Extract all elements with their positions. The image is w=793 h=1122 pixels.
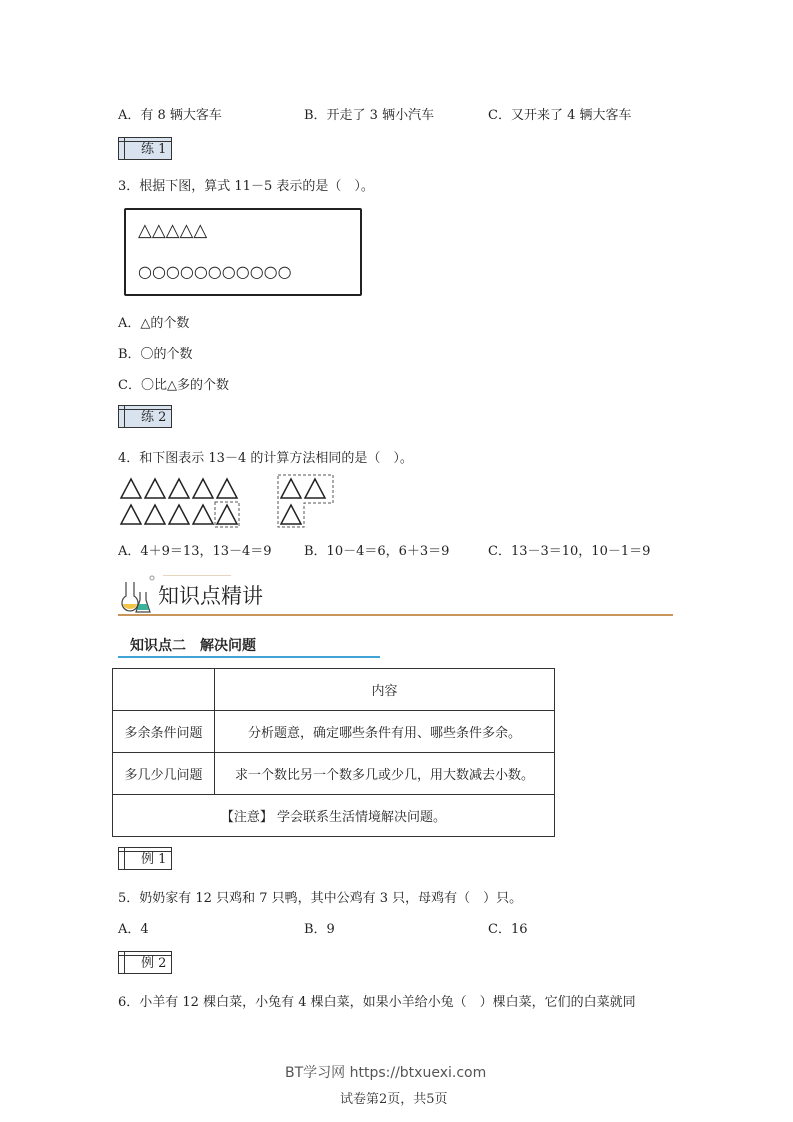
row-name: 多几少几问题 (113, 753, 215, 795)
subtitle-underline (118, 656, 380, 658)
q3-diagram (124, 208, 362, 296)
row-content: 求一个数比另一个数多几或少几，用大数减去小数。 (215, 753, 555, 795)
tag-label: 练 2 (141, 410, 167, 425)
tag-label: 例 2 (141, 956, 167, 971)
q2-option-c: C．又开来了 4 辆大客车 (488, 108, 632, 123)
q2-option-a: A．有 8 辆大客车 (118, 108, 222, 123)
q4-triangle-diagram (118, 474, 338, 530)
q3-option-a: A．△的个数 (118, 316, 190, 331)
q2-option-b: B．开走了 3 辆小汽车 (304, 108, 435, 123)
q5-option-b: B．9 (304, 922, 335, 937)
section-title: 知识点精讲 (158, 584, 263, 608)
q4-option-c: C．13－3＝10，10－1＝9 (488, 544, 651, 559)
table-row (113, 753, 555, 795)
table-row (113, 711, 555, 753)
knowledge-table (112, 668, 555, 837)
table-header: 内容 (215, 669, 555, 711)
row-name: 多余条件问题 (113, 711, 215, 753)
tag-label: 练 1 (141, 142, 167, 157)
section-subtitle: 知识点二 解决问题 (130, 638, 256, 654)
q3-option-c: C．〇比△多的个数 (118, 378, 229, 393)
section-divider (118, 614, 673, 616)
q3-option-b: B．〇的个数 (118, 347, 193, 362)
q3-question: 3．根据下图，算式 11－5 表示的是（ ）。 (118, 179, 374, 194)
q5-question: 5．奶奶家有 12 只鸡和 7 只鸭，其中公鸡有 3 只，母鸡有（ ）只。 (118, 891, 523, 906)
tag-label: 例 1 (141, 852, 167, 867)
lian1-tag (118, 137, 172, 160)
lab-flask-icon (118, 574, 158, 614)
lian2-tag (118, 405, 172, 428)
q4-question: 4．和下图表示 13－4 的计算方法相同的是（ ）。 (118, 451, 413, 466)
triangle-row: △△△△△ (138, 220, 208, 241)
circle-row: ○○○○○○○○○○○ (138, 262, 292, 281)
q4-option-a: A．4＋9＝13，13－4＝9 (118, 544, 272, 559)
q6-question: 6．小羊有 12 棵白菜，小兔有 4 棵白菜，如果小羊给小兔（ ）棵白菜，它们的白菜就同 (118, 995, 636, 1010)
li1-tag (118, 847, 172, 870)
row-content: 分析题意，确定哪些条件有用、哪些条件多余。 (215, 711, 555, 753)
li2-tag (118, 951, 172, 974)
table-header-empty (113, 669, 215, 711)
title-accent-line (163, 575, 231, 576)
table-note: 【注意】 学会联系生活情境解决问题。 (113, 795, 555, 837)
q5-option-c: C．16 (488, 922, 528, 937)
watermark: BT学习网 https://btxuexi.com (285, 1065, 487, 1081)
q5-option-a: A．4 (118, 922, 149, 937)
q4-option-b: B．10－4＝6，6＋3＝9 (304, 544, 450, 559)
page-footer: 试卷第2页，共5页 (340, 1092, 448, 1107)
